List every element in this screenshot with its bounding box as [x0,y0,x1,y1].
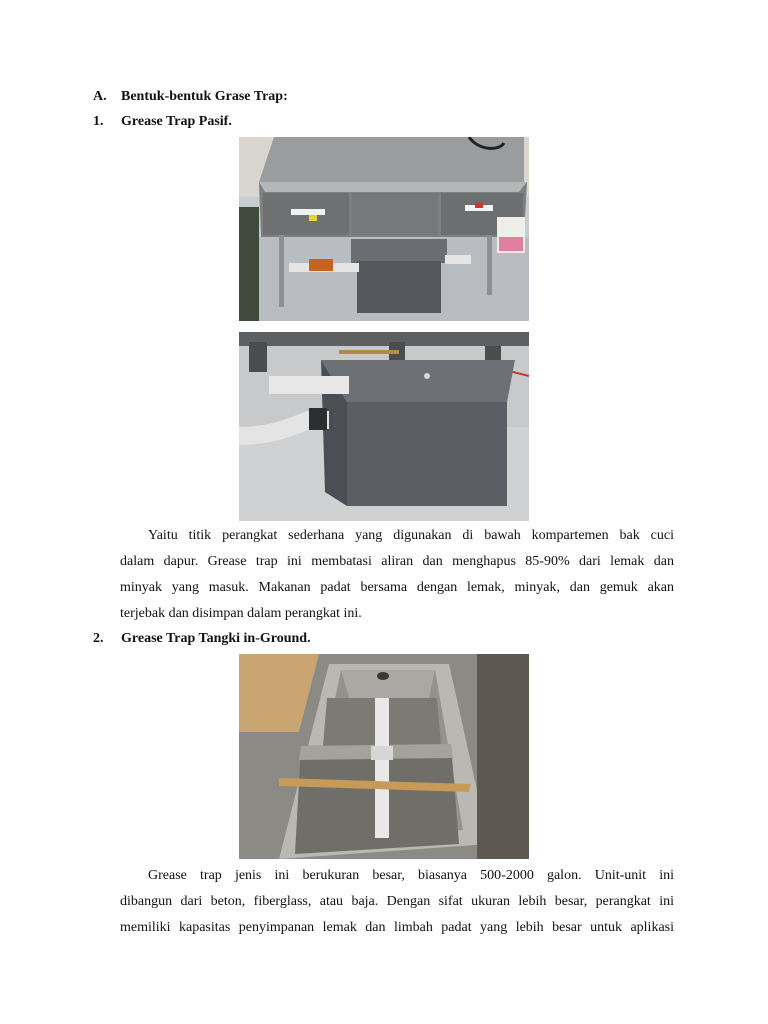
grease-trap-box-photo [239,332,529,521]
section-label: A. [93,89,107,104]
paragraph-line: Grease trap jenis ini berukuran besar, biasanya 500-2000 galon. Unit-unit ini [148,868,674,883]
paragraph-line: terjebak dan disimpan dalam perangkat ini. [120,606,362,621]
paragraph-line: dibangun dari beton, fiberglass, atau baja. Dengan sifat ukuran lebih besar, perangkat ini [120,894,674,909]
item-number-2: 2. [93,631,104,646]
paragraph-line: memiliki kapasitas penyimpanan lemak dan limbah padat yang lebih besar untuk aplikasi [120,920,674,935]
paragraph-line: dalam dapur. Grease trap ini membatasi aliran dan menghapus 85-90% dari lemak dan [120,554,674,569]
in-ground-tank-photo [239,654,529,859]
sink-grease-trap-photo [239,137,529,321]
paragraph-line: Yaitu titik perangkat sederhana yang digunakan di bawah kompartemen bak cuci [148,528,674,543]
item-title-2: Grease Trap Tangki in-Ground. [121,631,311,646]
section-title: Bentuk-bentuk Grase Trap: [121,89,288,104]
item-number-1: 1. [93,114,104,129]
item-title-1: Grease Trap Pasif. [121,114,232,129]
paragraph-line: minyak yang masuk. Makanan padat bersama dengan lemak, minyak, dan gemuk akan [120,580,674,595]
